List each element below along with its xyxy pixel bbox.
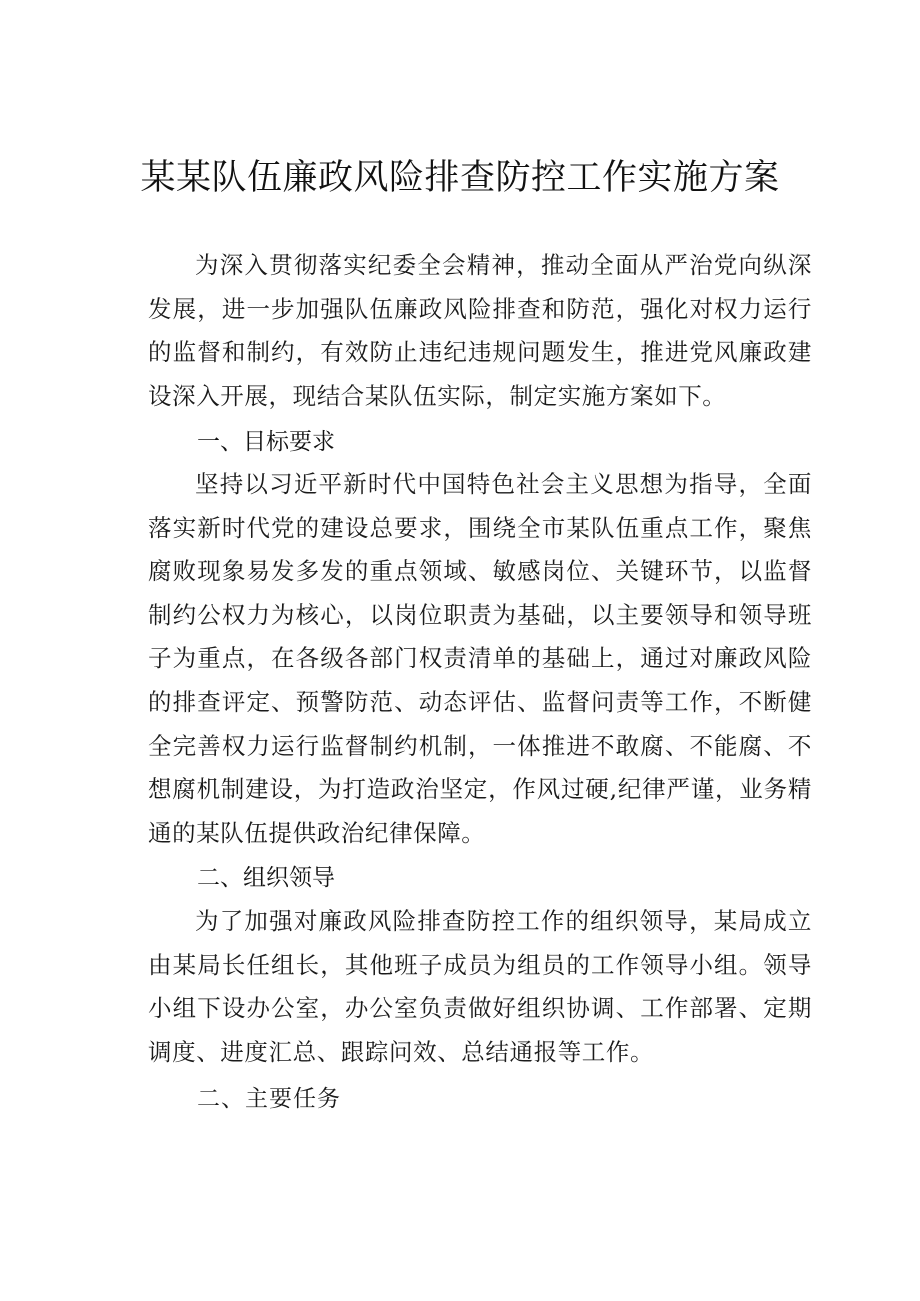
goals-block xyxy=(148,463,812,855)
section-heading-tasks: 二、主要任务 xyxy=(197,1086,341,1112)
section-heading-goals: 一、目标要求 xyxy=(197,429,335,455)
intro-block xyxy=(148,244,812,418)
organization-block xyxy=(148,900,812,1074)
intro-paragraph: 为深入贯彻落实纪委全会精神，推动全面从严治党向纵深发展，进一步加强队伍廉政风险排查和防范，强化对权力运行的监督和制约，有效防止违纪违规问题发生，推进党风廉政建设深入开展，现结合某队伍实际，制定实施方案如下。 xyxy=(148,251,812,410)
goals-paragraph: 坚持以习近平新时代中国特色社会主义思想为指导，全面落实新时代党的建设总要求，围绕全市某队伍重点工作，聚焦腐败现象易发多发的重点领域、敏感岗位、关键环节，以监督制约公权力为核心，以岗位职责为基础，以主要领导和领导班子为重点，在各级各部门权责清单的基础上，通过对廉政风险的排查评定、预警防范、动态评估、监督问责等工作，不断健全完善权力运行监督制约机制，一体推进不敢腐、不能腐、不想腐机制建设，为打造政治坚定，作风过硬,纪律严谨，业务精通的某队伍提供政治纪律保障。 xyxy=(148,470,812,847)
organization-paragraph: 为了加强对廉政风险排查防控工作的组织领导，某局成立由某局长任组长，其他班子成员为组员的工作领导小组。领导小组下设办公室，办公室负责做好组织协调、工作部署、定期调度、进度汇总、跟踪问效、总结通报等工作。 xyxy=(148,907,812,1066)
section-heading-organization: 二、组织领导 xyxy=(197,865,335,891)
document-title: 某某队伍廉政风险排查防控工作实施方案 xyxy=(140,158,780,198)
